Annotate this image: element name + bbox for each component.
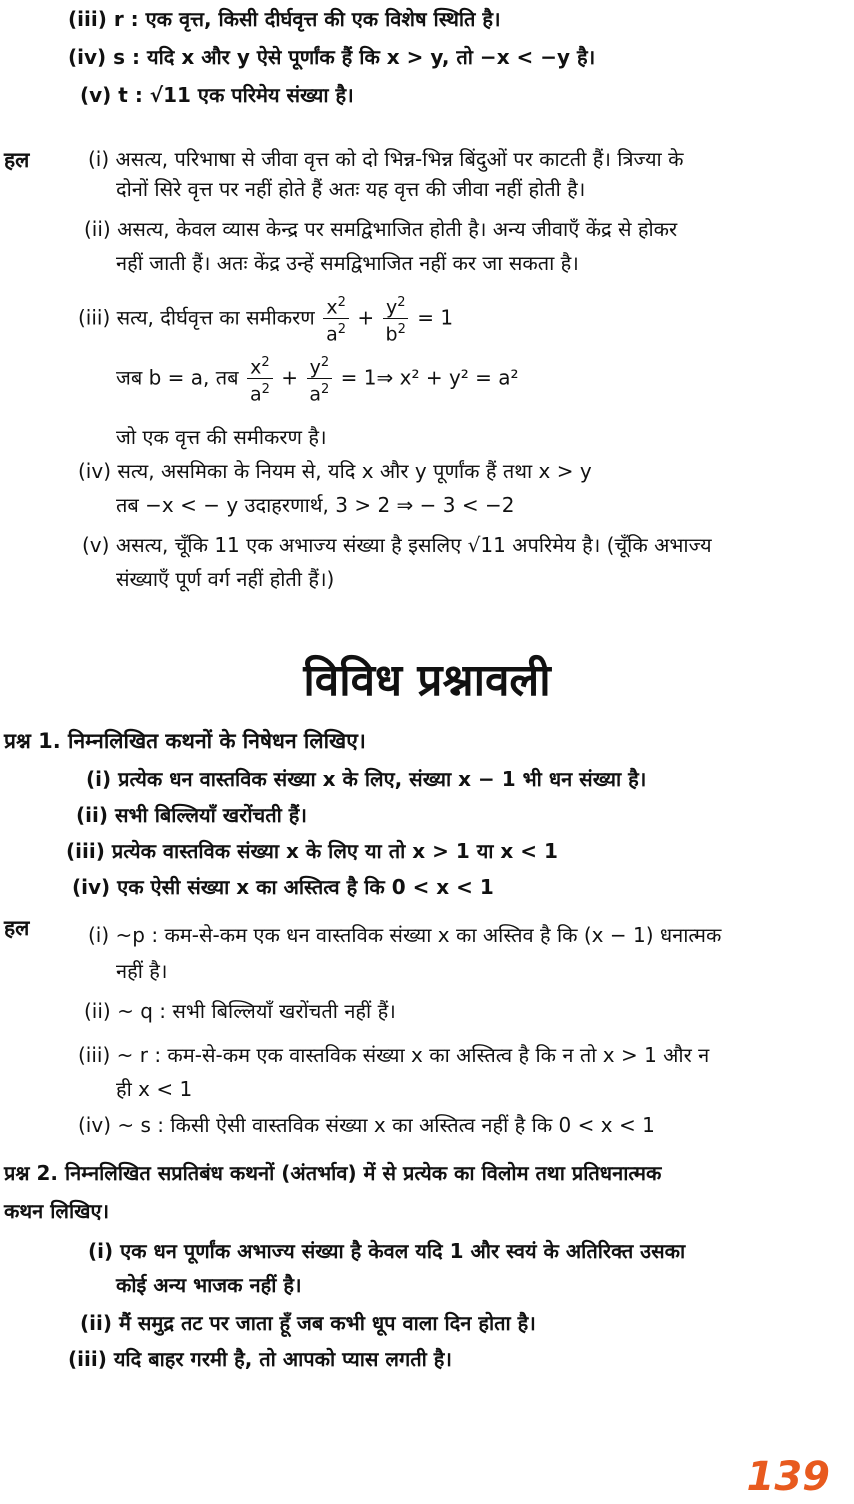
- item-label: (iii): [68, 7, 107, 31]
- equation-rhs: = 1: [417, 305, 454, 330]
- item-label: (iv): [68, 45, 107, 69]
- question-1-title: प्रश्न 1. निम्नलिखित कथनों के निषेधन लिखिए।: [4, 729, 366, 753]
- sol2-iii-line1: [78, 1042, 709, 1068]
- item-text: सत्य, दीर्घवृत्त का समीकरण: [116, 305, 315, 330]
- question-2-title-line1: प्रश्न 2. निम्नलिखित सप्रतिबंध कथनों (अंतर्भाव) में से प्रत्येक का विलोम तथा प्रतिधनात्मक: [4, 1161, 662, 1185]
- item-text: ~p : कम-से-कम एक धन वास्तविक संख्या x का अस्तिव है कि (x − 1) धनात्मक: [115, 923, 722, 947]
- item-text: t : √11 एक परिमेय संख्या है।: [118, 83, 354, 107]
- sol1-iv-line1: [78, 458, 592, 484]
- sol1-ii-line2: नहीं जाती हैं। अतः केंद्र उन्हें समद्विभाजित नहीं कर जा सकता है।: [116, 251, 579, 275]
- item-label: (i): [88, 147, 110, 171]
- top-item-iii: [68, 6, 501, 32]
- fraction-y2-a2: $\frac{y^2}{a^2}$: [306, 352, 332, 406]
- when-text: जब b = a, तब: [116, 365, 239, 390]
- solution-label: हल: [4, 916, 30, 940]
- item-label: (ii): [76, 803, 108, 827]
- question-2-title-line2: कथन लिखिए।: [4, 1199, 110, 1223]
- item-text: ~ r : कम-से-कम एक वास्तविक संख्या x का अस्तित्व है कि न तो x > 1 और न: [116, 1043, 710, 1067]
- equation-rhs: = 1⇒ x² + y² = a²: [340, 365, 519, 390]
- item-text: मैं समुद्र तट पर जाता हूँ जब कभी धूप वाला दिन होता है।: [118, 1311, 536, 1335]
- top-item-v: [80, 82, 354, 108]
- q1-item-i: [86, 766, 646, 792]
- item-text: सभी बिल्लियाँ खरोंचती हैं।: [114, 803, 307, 827]
- item-text: असत्य, चूँकि 11 एक अभाज्य संख्या है इसलिए √11 अपरिमेय है। (चूँकि अभाज्य: [115, 533, 712, 557]
- item-text: ~ s : किसी ऐसी वास्तविक संख्या x का अस्तित्व नहीं है कि 0 < x < 1: [117, 1113, 655, 1137]
- item-label: (iii): [78, 1043, 111, 1067]
- page-number: 139: [746, 1454, 830, 1500]
- sol1-v-line2: संख्याएँ पूर्ण वर्ग नहीं होती हैं।): [116, 567, 335, 591]
- item-text: असत्य, केवल व्यास केन्द्र पर समद्विभाजित होती है। अन्य जीवाएँ केंद्र से होकर: [117, 217, 678, 241]
- sol2-iii-line2: ही x < 1: [116, 1077, 193, 1101]
- sol1-i-line1: [88, 146, 683, 172]
- q1-item-iii: [66, 838, 558, 864]
- item-label: (i): [86, 767, 112, 791]
- item-label: (iv): [72, 875, 111, 899]
- fraction-x2-a2: $\frac{x^2}{a^2}$: [323, 292, 349, 346]
- item-text: r : एक वृत्त, किसी दीर्घवृत्त की एक विशेष स्थिति है।: [113, 7, 501, 31]
- fraction-y2-b2: $\frac{y^2}{b^2}$: [383, 292, 409, 346]
- q1-item-iv: [72, 874, 494, 900]
- item-text: एक धन पूर्णांक अभाज्य संख्या है केवल यदि 1 और स्वयं के अतिरिक्त उसका: [120, 1239, 686, 1263]
- top-item-iv: [68, 44, 595, 70]
- item-text: प्रत्येक वास्तविक संख्या x के लिए या तो x > 1 या x < 1: [111, 839, 558, 863]
- solution-label: हल: [4, 148, 30, 172]
- sol1-iii-eq1: (iii) सत्य, दीर्घवृत्त का समीकरण $\frac{x^2}{a^2}$ + $\frac{y^2}{b^2}$ = 1: [78, 292, 453, 346]
- item-text: असत्य, परिभाषा से जीवा वृत्त को दो भिन्न-भिन्न बिंदुओं पर काटती हैं। त्रिज्या के: [115, 147, 684, 171]
- sol2-i-line1: [88, 922, 721, 948]
- sol1-v-line1: [82, 532, 712, 558]
- item-label: (v): [82, 533, 110, 557]
- q2-item-ii: [80, 1310, 536, 1336]
- item-text: सत्य, असमिका के नियम से, यदि x और y पूर्णांक हैं तथा x > y: [117, 459, 592, 483]
- item-label: (iii): [78, 305, 111, 330]
- section-heading: विविध प्रश्नावली: [303, 655, 551, 706]
- item-label: (iv): [78, 1113, 111, 1137]
- item-label: (iii): [66, 839, 105, 863]
- fraction-x2-a2: $\frac{x^2}{a^2}$: [247, 352, 273, 406]
- item-label: (iii): [68, 1347, 107, 1371]
- item-label: (iv): [78, 459, 111, 483]
- item-text: ~ q : सभी बिल्लियाँ खरोंचती नहीं हैं।: [117, 999, 396, 1023]
- item-label: (i): [88, 923, 110, 947]
- item-text: एक ऐसी संख्या x का अस्तित्व है कि 0 < x < 1: [117, 875, 494, 899]
- item-label: (ii): [80, 1311, 112, 1335]
- item-label: (ii): [84, 217, 111, 241]
- sol1-iii-conclusion: जो एक वृत्त की समीकरण है।: [116, 425, 327, 449]
- sol2-iv: [78, 1112, 655, 1138]
- sol2-ii: [84, 998, 396, 1024]
- sol1-iv-line2: तब −x < − y उदाहरणार्थ, 3 > 2 ⇒ − 3 < −2: [116, 493, 515, 517]
- q2-item-i-line1: [88, 1238, 685, 1264]
- item-label: (v): [80, 83, 112, 107]
- sol2-i-line2: नहीं है।: [116, 959, 168, 983]
- q2-item-i-line2: कोई अन्य भाजक नहीं है।: [116, 1273, 302, 1297]
- item-label: (i): [88, 1239, 114, 1263]
- item-text: s : यदि x और y ऐसे पूर्णांक हैं कि x > y, तो −x < −y है।: [113, 45, 596, 69]
- sol1-i-line2: दोनों सिरे वृत्त पर नहीं होते हैं अतः यह वृत्त की जीवा नहीं होती है।: [116, 177, 586, 201]
- item-text: प्रत्येक धन वास्तविक संख्या x के लिए, संख्या x − 1 भी धन संख्या है।: [118, 767, 647, 791]
- item-label: (ii): [84, 999, 111, 1023]
- sol1-ii-line1: [84, 216, 677, 242]
- q2-item-iii: [68, 1346, 452, 1372]
- q1-item-ii: [76, 802, 307, 828]
- item-text: यदि बाहर गरमी है, तो आपको प्यास लगती है।: [113, 1347, 452, 1371]
- sol1-iii-eq2: जब b = a, तब $\frac{x^2}{a^2}$ + $\frac{y^2}{a^2}$ = 1⇒ x² + y² = a²: [116, 352, 519, 406]
